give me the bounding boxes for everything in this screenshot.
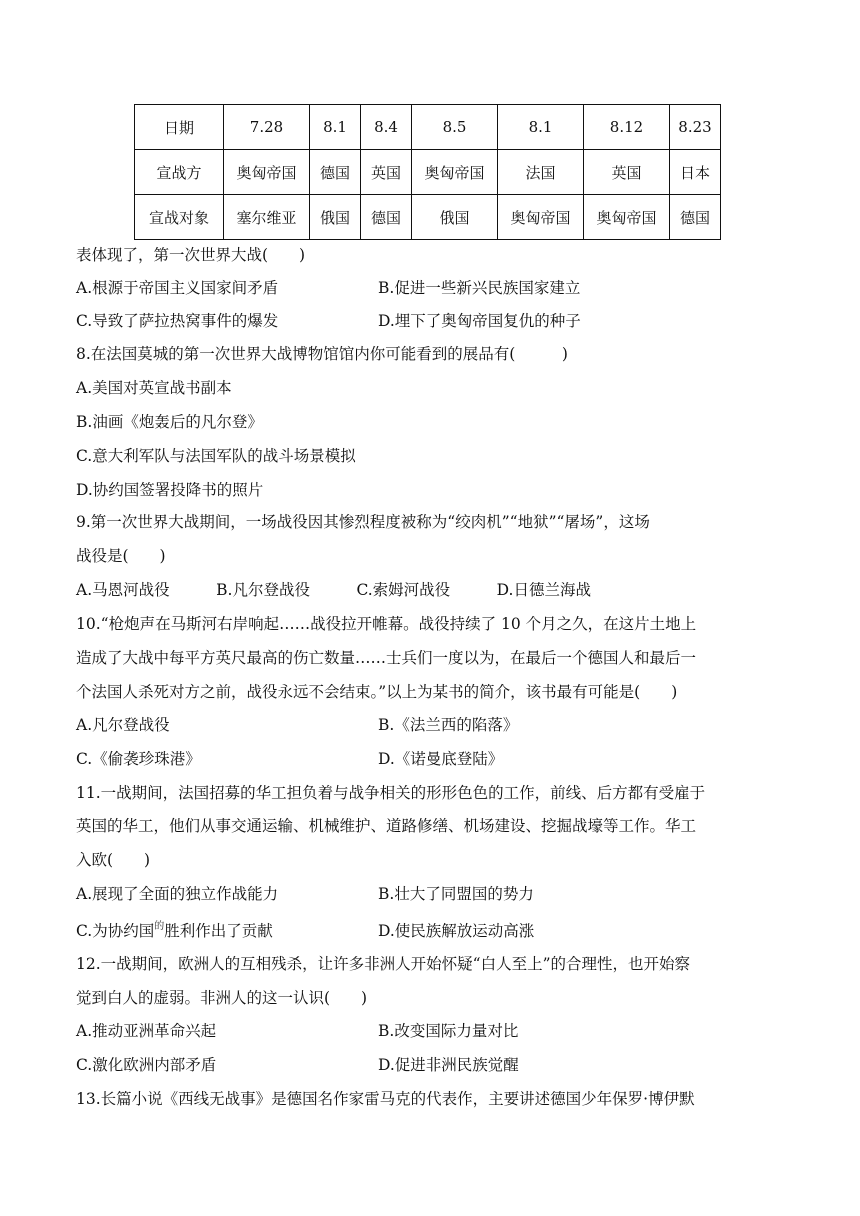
q12-option-c: C.激化欧洲内部矛盾 (76, 1056, 217, 1074)
q10-option-d: D.《诺曼底登陆》 (378, 750, 504, 768)
q12-stem-line1: 12.一战期间，欧洲人的互相残杀，让许多非洲人开始怀疑“白人至上”的合理性，也开始察 (76, 955, 691, 973)
row-header: 日期 (135, 105, 224, 150)
row-header: 宣战对象 (135, 195, 224, 240)
q8-stem: 8.在法国莫城的第一次世界大战博物馆馆内你可能看到的展品有( ) (76, 345, 568, 363)
table-cell: 8.5 (412, 105, 498, 150)
q12-option-d: D.促进非洲民族觉醒 (378, 1056, 519, 1074)
q11-stem-line1: 11.一战期间，法国招募的华工担负着与战争相关的形形色色的工作，前线、后方都有受雇于 (76, 784, 706, 802)
war-declaration-table (134, 104, 721, 240)
q11-stem-line2: 英国的华工，他们从事交通运输、机械维护、道路修缮、机场建设、挖掘战壕等工作。华工 (76, 817, 697, 835)
q11-option-d: D.使民族解放运动高涨 (378, 922, 535, 940)
row-header: 宣战方 (135, 150, 224, 195)
table-cell: 日本 (670, 150, 721, 195)
table-cell: 俄国 (412, 195, 498, 240)
q7-option-a: A.根源于帝国主义国家间矛盾 (76, 279, 279, 297)
table-row (135, 195, 721, 240)
q11-option-a: A.展现了全面的独立作战能力 (76, 885, 279, 903)
q11-stem-line3: 入欧( ) (76, 851, 151, 869)
q8-option-c: C.意大利军队与法国军队的战斗场景模拟 (76, 447, 356, 465)
q10-stem-line2: 造成了大战中每平方英尺最高的伤亡数量……士兵们一度以为，在最后一个德国人和最后一 (76, 649, 697, 667)
q9-stem-line2: 战役是( ) (76, 547, 166, 565)
table-cell: 德国 (361, 195, 412, 240)
q11-option-c-text: C.为协约国 (76, 922, 155, 940)
table-cell: 俄国 (310, 195, 361, 240)
q11-option-b: B.壮大了同盟国的势力 (378, 885, 534, 903)
q11-option-c-raised-char: 的 (154, 921, 165, 932)
table-cell: 塞尔维亚 (224, 195, 310, 240)
q9-options: A.马恩河战役 B.凡尔登战役 C.索姆河战役 D.日德兰海战 (76, 581, 591, 599)
table-cell: 法国 (498, 150, 584, 195)
q10-option-a: A.凡尔登战役 (76, 716, 170, 734)
q10-option-c: C.《偷袭珍珠港》 (76, 750, 201, 768)
table-cell: 德国 (670, 195, 721, 240)
q10-stem-line1: 10.“枪炮声在马斯河右岸响起……战役拉开帷幕。战役持续了 10 个月之久，在这片土地上 (76, 615, 697, 633)
q10-stem-line3: 个法国人杀死对方之前，战役永远不会结束。”以上为某书的简介，该书最有可能是( ) (76, 683, 678, 701)
table-cell: 8.23 (670, 105, 721, 150)
q10-option-b: B.《法兰西的陷落》 (378, 716, 519, 734)
q7-option-c: C.导致了萨拉热窝事件的爆发 (76, 312, 279, 330)
q12-stem-line2: 觉到白人的虚弱。非洲人的这一认识( ) (76, 989, 368, 1007)
table-cell: 7.28 (224, 105, 310, 150)
q7-option-b: B.促进一些新兴民族国家建立 (378, 279, 581, 297)
table-cell: 8.1 (498, 105, 584, 150)
table-cell: 英国 (584, 150, 670, 195)
table-cell: 德国 (310, 150, 361, 195)
q12-option-b: B.改变国际力量对比 (378, 1022, 519, 1040)
q11-option-c-text-rest: 胜利作出了贡献 (164, 922, 273, 940)
q8-option-b: B.油画《炮轰后的凡尔登》 (76, 413, 263, 431)
table-row (135, 105, 721, 150)
table-cell: 8.1 (310, 105, 361, 150)
table-cell: 8.12 (584, 105, 670, 150)
q11-option-c (76, 920, 273, 945)
table-row (135, 150, 721, 195)
q7-stem: 表体现了，第一次世界大战( ) (76, 246, 306, 264)
table-cell: 奥匈帝国 (224, 150, 310, 195)
q9-stem-line1: 9.第一次世界大战期间，一场战役因其惨烈程度被称为“绞肉机”“地狱”“屠场”，这场 (76, 513, 650, 531)
q12-option-a: A.推动亚洲革命兴起 (76, 1022, 217, 1040)
table-cell: 奥匈帝国 (584, 195, 670, 240)
q8-option-a: A.美国对英宣战书副本 (76, 379, 232, 397)
table-cell: 奥匈帝国 (498, 195, 584, 240)
table-cell: 8.4 (361, 105, 412, 150)
q7-option-d: D.埋下了奥匈帝国复仇的种子 (378, 312, 581, 330)
q8-option-d: D.协约国签署投降书的照片 (76, 481, 264, 499)
table-cell: 英国 (361, 150, 412, 195)
table-cell: 奥匈帝国 (412, 150, 498, 195)
q13-stem-line1: 13.长篇小说《西线无战事》是德国名作家雷马克的代表作，主要讲述德国少年保罗·博伊默 (76, 1090, 695, 1108)
